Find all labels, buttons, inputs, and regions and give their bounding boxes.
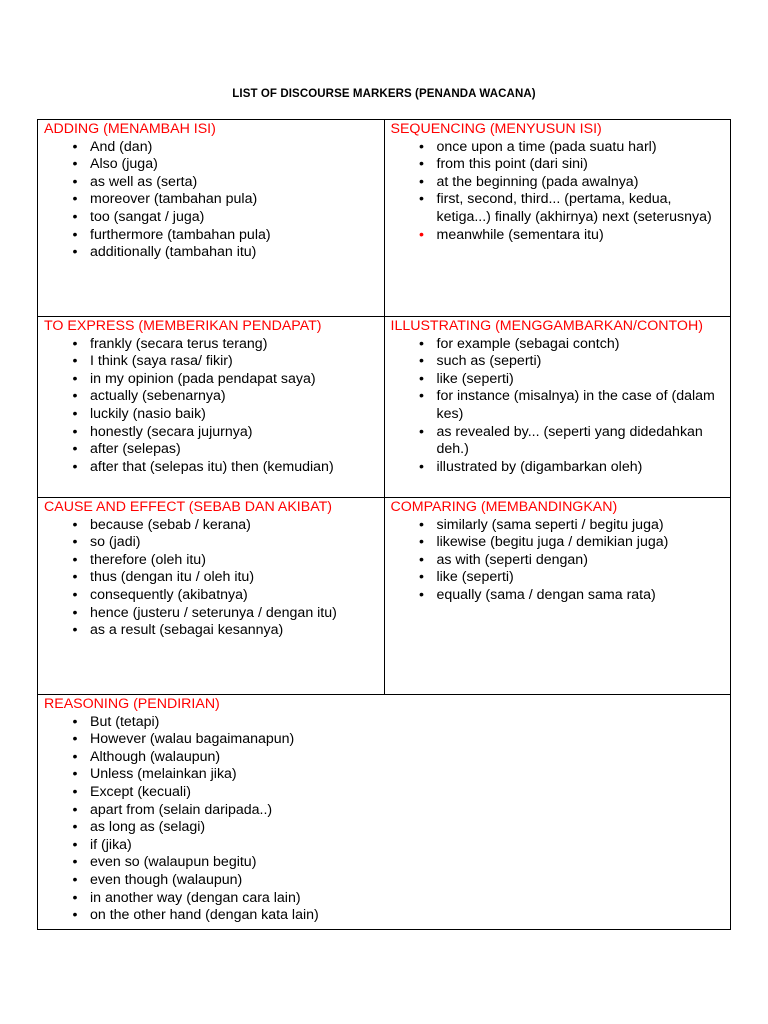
marker-list <box>391 139 725 245</box>
list-item <box>391 156 725 174</box>
list-item-text: And (dan) <box>90 138 153 155</box>
list-item <box>44 406 378 424</box>
section-comparing <box>384 498 731 695</box>
list-item-text: at the beginning (pada awalnya) <box>436 173 639 190</box>
list-item-text: once upon a time (pada suatu harl) <box>436 138 657 155</box>
bullet-icon: • <box>72 748 78 765</box>
list-item <box>44 371 378 389</box>
list-item-text: Unless (melainkan jika) <box>90 766 237 783</box>
list-item <box>44 336 378 354</box>
list-item <box>44 191 378 209</box>
list-item <box>44 424 378 442</box>
bullet-icon: • <box>419 335 424 352</box>
bullet-icon: • <box>72 783 78 800</box>
bullet-icon: • <box>72 423 78 440</box>
bullet-icon: • <box>72 534 78 551</box>
bullet-icon: • <box>419 586 424 603</box>
list-item <box>44 139 378 157</box>
bullet-icon: • <box>419 370 424 387</box>
bullet-icon: • <box>72 173 78 190</box>
bullet-icon: • <box>72 208 78 225</box>
bullet-icon: • <box>72 907 78 924</box>
bullet-icon: • <box>72 871 78 888</box>
bullet-icon: • <box>72 766 78 783</box>
bullet-icon: • <box>419 423 424 440</box>
list-item-text: But (tetapi) <box>90 713 160 730</box>
list-item-text: moreover (tambahan pula) <box>90 191 258 208</box>
list-item-text: furthermore (tambahan pula) <box>90 226 271 243</box>
section-reasoning <box>38 695 731 930</box>
list-item <box>44 802 724 820</box>
list-item-text: for example (sebagai contch) <box>436 335 620 352</box>
list-item-text: as well as (serta) <box>90 173 198 190</box>
list-item <box>44 784 724 802</box>
bullet-icon: • <box>419 569 424 586</box>
bullet-icon: • <box>419 388 424 405</box>
list-item-text: too (sangat / juga) <box>90 208 205 225</box>
list-item <box>391 353 725 371</box>
list-item-text: Also (juga) <box>90 156 158 173</box>
list-item <box>44 714 724 732</box>
list-item <box>44 569 378 587</box>
list-item <box>44 156 378 174</box>
bullet-icon: • <box>72 226 78 243</box>
list-item-text: even so (walaupun begitu) <box>90 854 257 871</box>
bullet-icon: • <box>72 569 78 586</box>
bullet-icon: • <box>72 458 78 475</box>
bullet-icon: • <box>72 138 78 155</box>
list-item-text: so (jadi) <box>90 534 141 551</box>
list-item-text: for instance (misalnya) in the case of (dalam kes) <box>436 388 715 422</box>
list-item-text: similarly (sama seperti / begitu juga) <box>436 516 664 533</box>
section-heading: REASONING (PENDIRIAN) <box>44 696 220 712</box>
discourse-markers-table <box>37 119 731 930</box>
bullet-icon: • <box>419 534 424 551</box>
table-row <box>38 120 731 317</box>
page-title: LIST OF DISCOURSE MARKERS (PENANDA WACANA) <box>232 88 536 100</box>
table-row <box>38 695 731 930</box>
list-item <box>44 731 724 749</box>
bullet-icon: • <box>72 819 78 836</box>
bullet-icon: • <box>72 405 78 422</box>
list-item <box>44 441 378 459</box>
list-item <box>391 424 725 459</box>
list-item <box>44 534 378 552</box>
list-item <box>44 622 378 640</box>
list-item <box>44 749 724 767</box>
list-item <box>44 388 378 406</box>
list-item <box>391 587 725 605</box>
bullet-icon: • <box>72 191 78 208</box>
list-item-text: like (seperti) <box>436 370 514 387</box>
bullet-icon: • <box>72 388 78 405</box>
marker-list <box>391 336 725 477</box>
list-item-text: on the other hand (dengan kata lain) <box>90 907 319 924</box>
bullet-icon: • <box>419 191 424 208</box>
list-item <box>44 517 378 535</box>
list-item-text: honestly (secara jujurnya) <box>90 423 253 440</box>
list-item <box>391 174 725 192</box>
list-item-text: as with (seperti dengan) <box>436 551 588 568</box>
list-item <box>44 353 378 371</box>
bullet-icon: • <box>72 889 78 906</box>
list-item-text: if (jika) <box>90 836 132 853</box>
list-item-text: actually (sebenarnya) <box>90 388 226 405</box>
list-item-text: like (seperti) <box>436 569 514 586</box>
bullet-icon: • <box>419 138 424 155</box>
bullet-icon: • <box>72 836 78 853</box>
list-item <box>44 890 724 908</box>
list-item <box>44 819 724 837</box>
list-item-text: luckily (nasio baik) <box>90 405 206 422</box>
list-item-text: I think (saya rasa/ fikir) <box>90 353 233 370</box>
marker-list <box>44 336 378 477</box>
bullet-icon: • <box>72 551 78 568</box>
list-item-text: additionally (tambahan itu) <box>90 244 257 261</box>
list-item-text: first, second, third... (pertama, kedua, ketiga...) finally (akhirnya) next (seterusnya) <box>436 191 712 225</box>
section-heading: ILLUSTRATING (MENGGAMBARKAN/CONTOH) <box>390 318 703 334</box>
list-item-text: after (selepas) <box>90 441 181 458</box>
marker-list <box>391 517 725 605</box>
list-item-text: thus (dengan itu / oleh itu) <box>90 569 255 586</box>
list-item <box>44 587 378 605</box>
list-item-text: as long as (selagi) <box>90 819 206 836</box>
list-item-text: even though (walaupun) <box>90 871 243 888</box>
bullet-icon: • <box>419 353 424 370</box>
marker-list <box>44 714 724 925</box>
bullet-icon: • <box>419 516 424 533</box>
bullet-icon: • <box>419 226 424 243</box>
bullet-icon: • <box>72 713 78 730</box>
bullet-icon: • <box>72 731 78 748</box>
section-heading: TO EXPRESS (MEMBERIKAN PENDAPAT) <box>44 318 322 334</box>
list-item <box>391 371 725 389</box>
bullet-icon: • <box>72 441 78 458</box>
bullet-icon: • <box>72 335 78 352</box>
list-item-text: consequently (akibatnya) <box>90 586 248 603</box>
list-item <box>391 227 725 245</box>
table-row <box>38 498 731 695</box>
list-item <box>44 459 378 477</box>
list-item-text: as a result (sebagai kesannya) <box>90 622 284 639</box>
list-item-text: frankly (secara terus terang) <box>90 335 268 352</box>
marker-list <box>44 517 378 640</box>
section-heading: COMPARING (MEMBANDINGKAN) <box>390 499 618 515</box>
list-item <box>44 227 378 245</box>
list-item <box>391 139 725 157</box>
bullet-icon: • <box>72 604 78 621</box>
bullet-icon: • <box>72 854 78 871</box>
list-item <box>44 552 378 570</box>
list-item <box>391 534 725 552</box>
list-item <box>391 459 725 477</box>
bullet-icon: • <box>72 244 78 261</box>
list-item <box>44 174 378 192</box>
list-item-text: illustrated by (digambarkan oleh) <box>436 458 643 475</box>
list-item <box>44 605 378 623</box>
section-to-express <box>38 317 385 498</box>
list-item-text: as revealed by... (seperti yang didedahkan deh.) <box>436 423 703 458</box>
list-item <box>391 336 725 354</box>
bullet-icon: • <box>72 156 78 173</box>
bullet-icon: • <box>419 551 424 568</box>
bullet-icon: • <box>419 173 424 190</box>
bullet-icon: • <box>419 458 424 475</box>
bullet-icon: • <box>419 156 424 173</box>
list-item <box>44 854 724 872</box>
section-illustrating <box>384 317 731 498</box>
list-item <box>391 388 725 423</box>
list-item <box>44 244 378 262</box>
bullet-icon: • <box>72 586 78 603</box>
section-heading: CAUSE AND EFFECT (SEBAB DAN AKIBAT) <box>44 499 333 515</box>
bullet-icon: • <box>72 622 78 639</box>
list-item-text: therefore (oleh itu) <box>90 551 206 568</box>
list-item <box>44 907 724 925</box>
list-item-text: meanwhile (sementara itu) <box>436 226 604 243</box>
section-heading: ADDING (MENAMBAH ISI) <box>44 121 216 137</box>
list-item-text: Although (walaupun) <box>90 748 221 765</box>
list-item-text: equally (sama / dengan sama rata) <box>436 586 656 603</box>
list-item <box>44 837 724 855</box>
list-item <box>391 517 725 535</box>
section-sequencing <box>384 120 731 317</box>
list-item-text: because (sebab / kerana) <box>90 516 251 533</box>
bullet-icon: • <box>72 516 78 533</box>
table-row <box>38 317 731 498</box>
list-item <box>391 552 725 570</box>
list-item-text: in my opinion (pada pendapat saya) <box>90 370 316 387</box>
list-item <box>44 209 378 227</box>
list-item-text: However (walau bagaimanapun) <box>90 731 295 748</box>
list-item <box>391 191 725 226</box>
list-item-text: Except (kecuali) <box>90 783 191 800</box>
list-item <box>44 872 724 890</box>
list-item-text: such as (seperti) <box>436 353 542 370</box>
bullet-icon: • <box>72 370 78 387</box>
list-item-text: in another way (dengan cara lain) <box>90 889 301 906</box>
section-cause-effect <box>38 498 385 695</box>
bullet-icon: • <box>72 353 78 370</box>
list-item <box>391 569 725 587</box>
list-item-text: hence (justeru / seterunya / dengan itu) <box>90 604 337 621</box>
list-item-text: from this point (dari sini) <box>436 156 588 173</box>
section-adding <box>38 120 385 317</box>
list-item-text: likewise (begitu juga / demikian juga) <box>436 534 669 551</box>
bullet-icon: • <box>72 801 78 818</box>
section-heading: SEQUENCING (MENYUSUN ISI) <box>390 121 602 137</box>
list-item-text: apart from (selain daripada..) <box>90 801 273 818</box>
list-item <box>44 766 724 784</box>
list-item-text: after that (selepas itu) then (kemudian) <box>90 458 334 475</box>
marker-list <box>44 139 378 262</box>
